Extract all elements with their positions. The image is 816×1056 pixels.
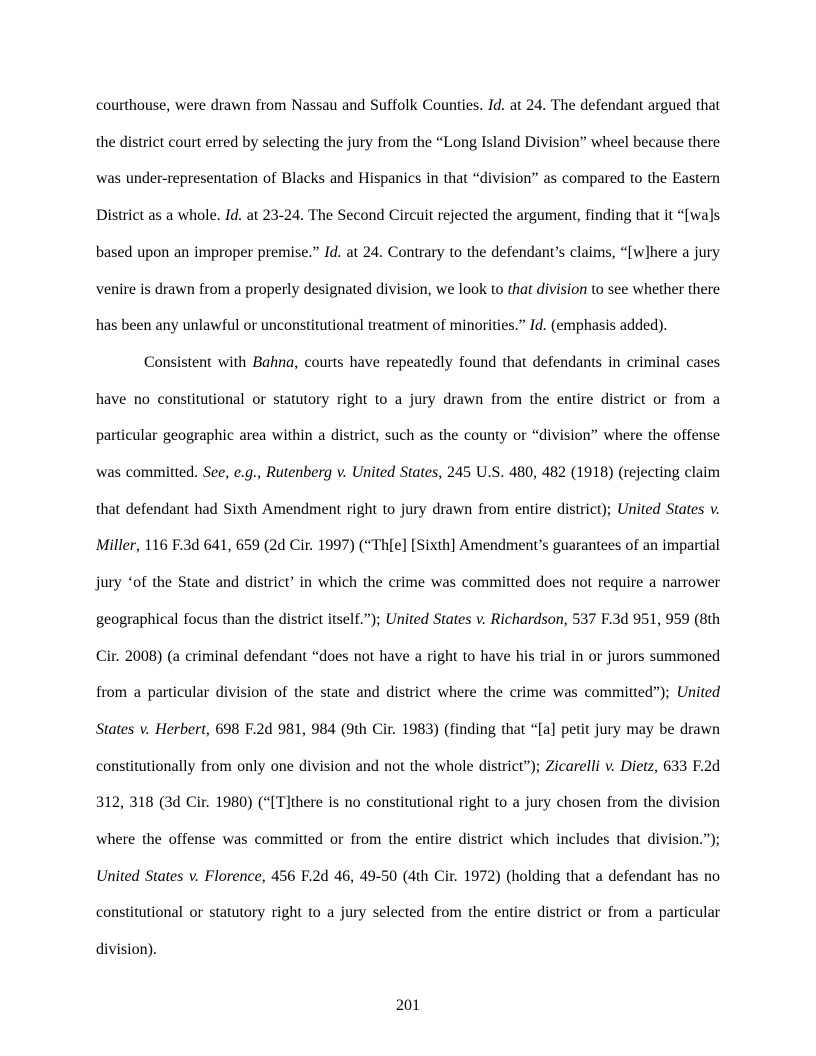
text-run: courthouse, were drawn from Nassau and Suffolk Counties.: [96, 97, 488, 114]
citation-id: Id.: [324, 243, 342, 261]
case-name: United States v. Florence: [96, 867, 262, 885]
emphasis-text: that division: [507, 280, 588, 298]
text-run: at 24. The defendant argued that the district court erred by selecting the jury from the “Long Island Division” wheel because there was under-representation of Blacks and Hispanics in that “division” as compared to the Eastern District as a whole.: [96, 97, 720, 225]
case-name: Zicarelli v. Dietz: [545, 757, 654, 775]
text-run: Consistent with: [144, 353, 253, 371]
text-run: at 24. Contrary to the defendant’s claims, “[w]here a jury venire is drawn from a properly designated division, we look to: [96, 243, 720, 298]
text-run: , courts have repeatedly found that defendants in criminal cases have no constitutional or statutory right to a jury drawn from the entire district or from a particular geographic area within a district, such as the county or “division” where the offense was committed.: [96, 353, 720, 482]
text-run: , 116 F.3d 641, 659 (2d Cir. 1997) (“Th[e] [Sixth] Amendment’s guarantees of an impartial jury ‘of the State and district’ in which the crime was committed does not require a narrower geographical focus than the district itself.”);: [96, 537, 720, 628]
text-run: , 633 F.2d 312, 318 (3d Cir. 1980) (“[T]there is no constitutional right to a jury chosen from the division where the offense was committed or from the entire district which includes that division.”);: [96, 757, 721, 849]
case-name: United States v. Herbert: [96, 684, 720, 738]
text-run: (emphasis added).: [547, 317, 668, 335]
paragraph-continued: [96, 88, 720, 345]
text-run: , 537 F.3d 951, 959 (8th Cir. 2008) (a criminal defendant “does not have a right to have his trial in or jurors summoned from a particular division of the state and district where the crime was committed”);: [96, 610, 721, 702]
case-name: United States v. Miller: [96, 500, 720, 555]
citation-id: Id.: [225, 207, 243, 225]
case-name: United States v. Richardson: [385, 610, 564, 628]
citation-signal: See, e.g.: [202, 464, 258, 482]
text-run: , 245 U.S. 480, 482 (1918) (rejecting claim that defendant had Sixth Amendment right to jury drawn from entire district);: [96, 464, 721, 518]
citation-id: Id.: [487, 97, 506, 114]
text-run: , 698 F.2d 981, 984 (9th Cir. 1983) (finding that “[a] petit jury may be drawn constitutionally from only one division and not the whole district”);: [96, 720, 720, 775]
case-name: Bahna: [252, 353, 295, 371]
citation-id: Id.: [529, 317, 547, 335]
paragraph-case-law: [96, 345, 720, 969]
text-run: ,: [257, 464, 266, 482]
text-run: to see whether there has been any unlawful or unconstitutional treatment of minorities.”: [96, 280, 720, 335]
page-number: 201: [396, 997, 420, 1014]
case-name: Rutenberg v. United States: [265, 464, 439, 482]
text-run: , 456 F.2d 46, 49-50 (4th Cir. 1972) (holding that a defendant has no constitutional or statutory right to a jury selected from the entire district or from a particular division).: [96, 867, 721, 959]
text-run: at 23-24. The Second Circuit rejected the argument, finding that it “[wa]s based upon an improper premise.”: [96, 207, 720, 261]
document-body: [96, 88, 720, 969]
